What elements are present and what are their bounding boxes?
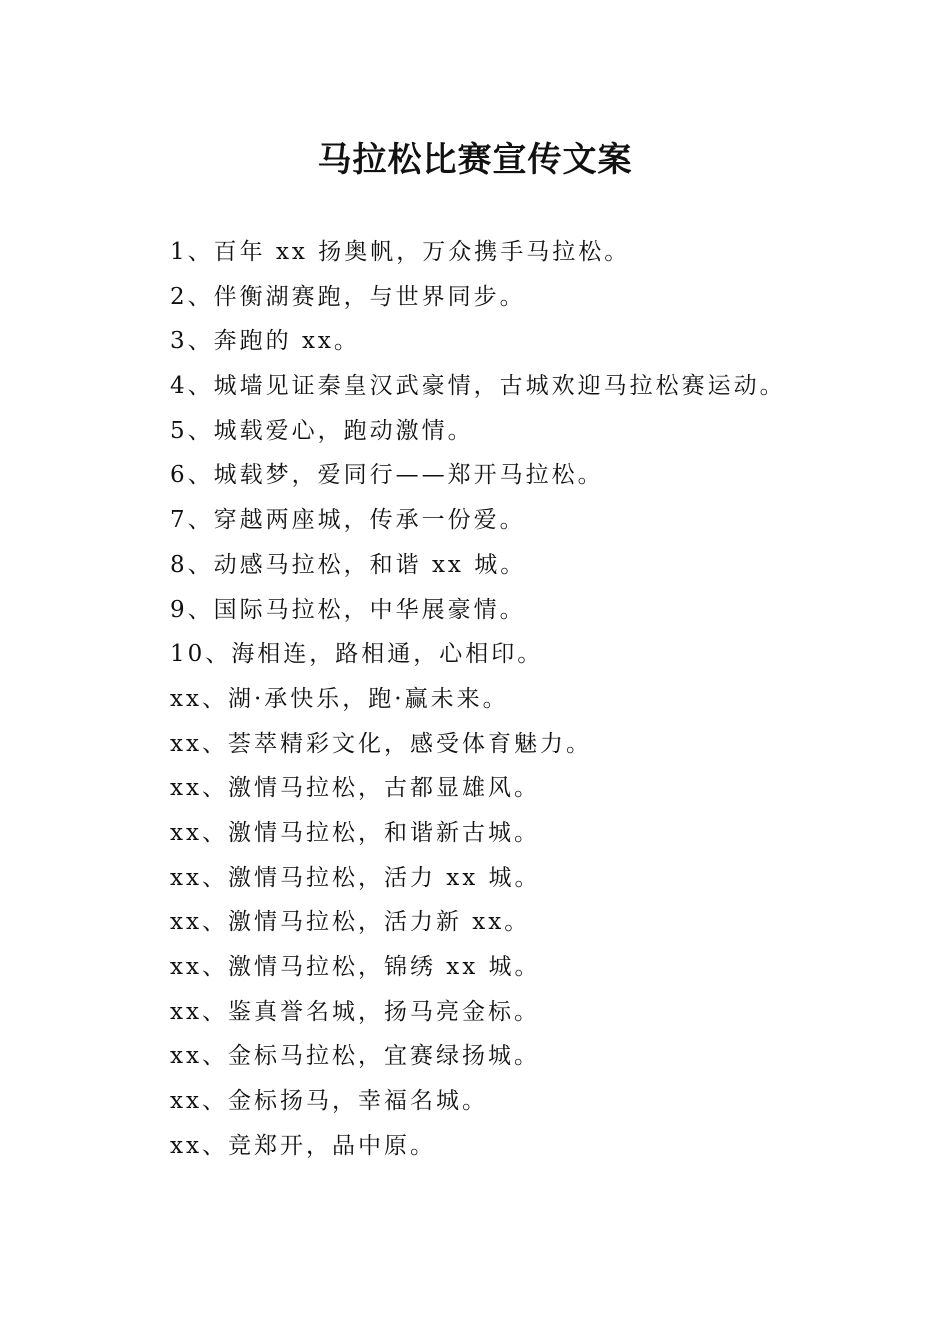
item-text: 城载爱心，跑动激情。 xyxy=(213,417,474,444)
item-number: xx、 xyxy=(170,775,228,802)
list-item xyxy=(170,1038,870,1083)
item-number: xx、 xyxy=(170,954,228,980)
item-text: 国际马拉松，中华展豪情。 xyxy=(213,596,526,623)
list-item xyxy=(170,949,870,994)
slogan-list xyxy=(170,234,870,1172)
list-item xyxy=(170,860,870,905)
item-number: 4、 xyxy=(170,373,214,400)
item-number: xx、 xyxy=(170,909,228,936)
item-text: 百年 xx 扬奥帆，万众携手马拉松。 xyxy=(213,239,631,265)
item-text: 金标马拉松，宜赛绿扬城。 xyxy=(227,1043,540,1070)
item-number: xx、 xyxy=(170,819,228,846)
item-text: 激情马拉松，古都显雄风。 xyxy=(227,775,540,802)
item-number: 5、 xyxy=(170,417,214,444)
item-text: 城墙见证秦皇汉武豪情，古城欢迎马拉松赛运动。 xyxy=(213,373,786,400)
item-number: 7、 xyxy=(170,507,214,534)
item-text: 鉴真誉名城，扬马亮金标。 xyxy=(227,998,540,1025)
item-number: 2、 xyxy=(170,283,214,310)
list-item xyxy=(170,547,870,592)
list-item xyxy=(170,815,870,860)
item-number: xx、 xyxy=(170,864,228,891)
list-item xyxy=(170,234,870,279)
item-text: 激情马拉松，活力 xx 城。 xyxy=(227,864,541,891)
page-title: 马拉松比赛宣传文案 xyxy=(317,140,633,180)
item-number: 9、 xyxy=(170,596,214,623)
item-number: 3、 xyxy=(170,328,214,355)
list-item xyxy=(170,457,870,502)
item-text: 湖·承快乐，跑·赢未来。 xyxy=(227,685,509,712)
item-number: 10、 xyxy=(170,641,232,668)
list-item xyxy=(170,323,870,368)
item-text: 穿越两座城，传承一份爱。 xyxy=(213,507,526,534)
list-item xyxy=(170,726,870,771)
list-item xyxy=(170,413,870,458)
item-text: 伴衡湖赛跑，与世界同步。 xyxy=(213,283,526,310)
item-number: xx、 xyxy=(170,730,228,757)
list-item xyxy=(170,994,870,1039)
list-item xyxy=(170,636,870,681)
item-text: 城载梦，爱同行——郑开马拉松。 xyxy=(213,462,604,489)
item-text: 激情马拉松，活力新 xx。 xyxy=(227,909,531,936)
item-text: 海相连，路相通，心相印。 xyxy=(231,641,544,668)
list-item xyxy=(170,1128,870,1173)
list-item xyxy=(170,904,870,949)
item-number: 1、 xyxy=(170,239,214,265)
list-item xyxy=(170,770,870,815)
item-text: 动感马拉松，和谐 xx 城。 xyxy=(213,551,527,578)
item-text: 金标扬马，幸福名城。 xyxy=(227,1088,488,1115)
item-text: 激情马拉松，和谐新古城。 xyxy=(227,819,540,846)
item-text: 激情马拉松，锦绣 xx 城。 xyxy=(227,954,541,980)
item-number: 6、 xyxy=(170,462,214,489)
list-item xyxy=(170,502,870,547)
item-text: 竞郑开，品中原。 xyxy=(227,1132,436,1159)
item-number: xx、 xyxy=(170,998,228,1025)
item-number: xx、 xyxy=(170,1132,228,1159)
item-number: xx、 xyxy=(170,1088,228,1115)
item-text: 荟萃精彩文化，感受体育魅力。 xyxy=(227,730,592,757)
item-number: xx、 xyxy=(170,685,228,712)
item-number: 8、 xyxy=(170,551,214,578)
item-number: xx、 xyxy=(170,1043,228,1070)
list-item xyxy=(170,279,870,324)
list-item xyxy=(170,681,870,726)
list-item xyxy=(170,1083,870,1128)
list-item xyxy=(170,368,870,413)
item-text: 奔跑的 xx。 xyxy=(213,328,360,355)
list-item xyxy=(170,592,870,637)
